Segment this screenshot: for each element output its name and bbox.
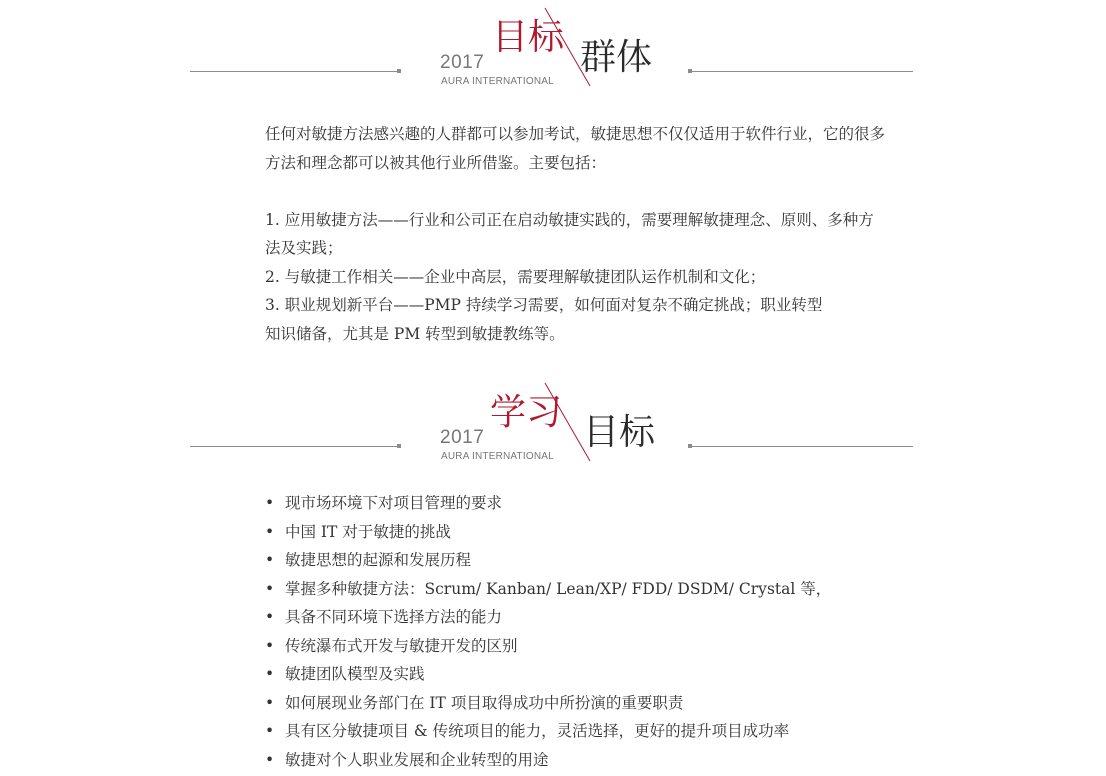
list-item: • 现市场环境下对项目管理的要求 bbox=[265, 489, 831, 518]
org-label: AURA INTERNATIONAL bbox=[441, 76, 554, 87]
right-divider bbox=[690, 446, 913, 447]
bullet-icon: • bbox=[265, 494, 275, 512]
learning-goals-list bbox=[265, 489, 831, 774]
list-item: • 具有区分敏捷项目 & 传统项目的能力，灵活选择，更好的提升项目成功率 bbox=[265, 717, 831, 746]
intro-paragraph: 任何对敏捷方法感兴趣的人群都可以参加考试，敏捷思想不仅仅适用于软件行业，它的很多方法和理念都可以被其他行业所借鉴。主要包括： bbox=[265, 125, 886, 172]
year-label: 2017 bbox=[440, 427, 485, 448]
bullet-icon: • bbox=[265, 579, 275, 598]
list-item: • 敏捷对个人职业发展和企业转型的用途 bbox=[265, 746, 831, 775]
section-header-learning-goals bbox=[0, 375, 1106, 475]
org-label: AURA INTERNATIONAL bbox=[441, 451, 554, 462]
bullet-icon: • bbox=[265, 750, 275, 769]
list-item: • 传统瀑布式开发与敏捷开发的区别 bbox=[265, 632, 831, 661]
list-item: • 掌握多种敏捷方法：Scrum/ Kanban/ Lean/XP/ FDD/ DSDM/ Crystal 等， bbox=[265, 575, 831, 604]
bullet-icon: • bbox=[265, 693, 275, 712]
bullet-icon: • bbox=[265, 608, 275, 626]
list-item: • 如何展现业务部门在 IT 项目取得成功中所扮演的重要职责 bbox=[265, 689, 831, 718]
target-group-description bbox=[265, 120, 885, 348]
bullet-icon: • bbox=[265, 636, 275, 655]
section-title-secondary: 群体 bbox=[580, 37, 653, 78]
section-header-target-group bbox=[0, 0, 1106, 100]
bullet-icon: • bbox=[265, 551, 275, 569]
right-divider bbox=[690, 71, 913, 72]
paragraph-spacer bbox=[265, 177, 885, 206]
group-item-1: 1. 应用敏捷方法——行业和公司正在启动敏捷实践的，需要理解敏捷理念、原则、多种方法及实践； bbox=[265, 210, 874, 257]
year-label: 2017 bbox=[440, 52, 485, 73]
list-item: • 具备不同环境下选择方法的能力 bbox=[265, 603, 831, 632]
section-title-primary: 目标 bbox=[492, 17, 565, 58]
group-item-3: 3. 职业规划新平台——PMP 持续学习需要，如何面对复杂不确定挑战；职业转型知识储备，尤其是 PM 转型到敏捷教练等。 bbox=[265, 296, 823, 343]
bullet-icon: • bbox=[265, 722, 275, 740]
title-slash-line bbox=[0, 375, 1106, 475]
section-title-primary: 学习 bbox=[490, 392, 563, 433]
group-item-2: 2. 与敏捷工作相关——企业中高层，需要理解敏捷团队运作机制和文化； bbox=[265, 267, 766, 286]
list-item: • 中国 IT 对于敏捷的挑战 bbox=[265, 518, 831, 547]
list-item: • 敏捷思想的起源和发展历程 bbox=[265, 546, 831, 575]
bullet-icon: • bbox=[265, 665, 275, 683]
title-slash-line bbox=[0, 0, 1106, 100]
bullet-icon: • bbox=[265, 522, 275, 541]
list-item: • 敏捷团队模型及实践 bbox=[265, 660, 831, 689]
section-title-secondary: 目标 bbox=[583, 412, 656, 453]
